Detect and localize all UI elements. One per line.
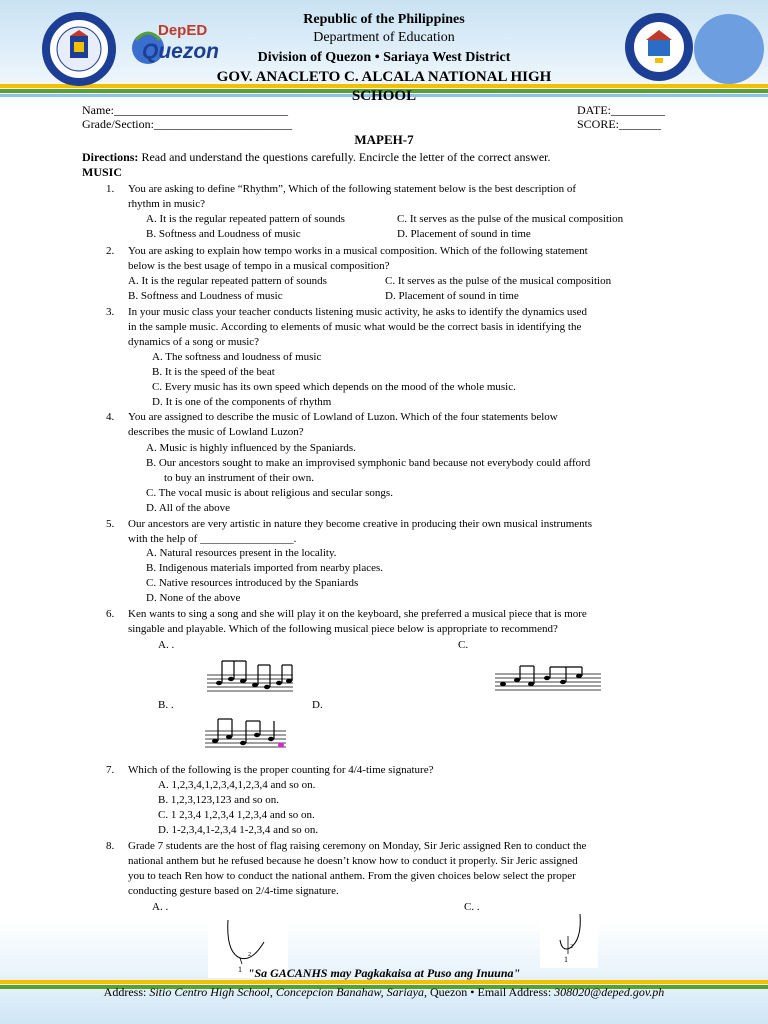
q2-number: 2.: [106, 245, 115, 257]
q6-number: 6.: [106, 608, 115, 620]
q5-option-a: A. Natural resources present in the locality.: [146, 547, 337, 559]
header-division: Division of Quezon • Sariaya West District: [257, 50, 511, 65]
q4-option-b-2: to buy an instrument of their own.: [164, 472, 315, 484]
footer-motto: "Sa GACANHS may Pagkakaisa at Puso ang Inuuna": [247, 966, 521, 980]
q8-gesture-c-image: [540, 910, 598, 968]
q6-option-c: C.: [458, 639, 469, 651]
q4-option-b-1: B. Our ancestors sought to make an improvised symphonic band because not everybody could afford: [146, 457, 591, 469]
exam-title: MAPEH-7: [354, 132, 414, 147]
q1-option-b: B. Softness and Loudness of music: [146, 228, 301, 240]
deped-logo-text: DepED: [158, 22, 208, 39]
q7-option-b: B. 1,2,3,123,123 and so on.: [158, 794, 279, 806]
q7-option-c: C. 1 2,3,4 1,2,3,4 1,2,3,4 and so on.: [158, 809, 315, 821]
footer-address-location: Sitio Centro High School, Concepcion Banahaw, Sariaya,: [149, 985, 427, 999]
q4-number: 4.: [106, 411, 115, 423]
q2-option-c: C. It serves as the pulse of the musical composition: [385, 275, 612, 287]
header-school-name-2: SCHOOL: [351, 88, 417, 104]
q3-option-c: C. Every music has its own speed which depends on the mood of the whole music.: [152, 381, 516, 393]
q1-option-d: D. Placement of sound in time: [397, 228, 531, 240]
q8-option-a: A. .: [152, 901, 169, 913]
directions: [82, 150, 551, 165]
q2-option-b: B. Softness and Loudness of music: [128, 290, 283, 302]
q5-text-2: with the help of _________________.: [128, 533, 297, 545]
q3-option-a: A. The softness and loudness of music: [152, 351, 322, 363]
q8-text-2: national anthem but he refused because he doesn’t know how to conduct it properly. Sir Jeric assigned: [128, 855, 578, 867]
q8-text-1: Grade 7 students are the host of flag raising ceremony on Monday, Sir Jeric assigned Ren to conduct the: [128, 840, 587, 852]
q2-text-2: below is the best usage of tempo in a musical composition?: [128, 260, 390, 272]
q6-option-a: A. .: [158, 639, 175, 651]
header-republic: Republic of the Philippines: [303, 12, 465, 27]
q6-text-1: Ken wants to sing a song and she will play it on the keyboard, she preferred a musical piece that is more: [128, 608, 587, 620]
footer-email: 308020@deped.gov.ph: [554, 985, 665, 999]
school-seal-logo: [624, 12, 694, 82]
q1-option-c: C. It serves as the pulse of the musical composition: [397, 213, 624, 225]
q1-text-1: You are asking to define “Rhythm”, Which of the following statement below is the best description of: [128, 183, 577, 195]
section-music: MUSIC: [82, 165, 123, 179]
svg-text:2: 2: [248, 952, 251, 958]
name-field: Name:_____________________________: [82, 103, 288, 117]
q3-option-b: B. It is the speed of the beat: [152, 366, 275, 378]
q1-option-a: A. It is the regular repeated pattern of sounds: [146, 213, 345, 225]
svg-text:2: 2: [570, 944, 573, 950]
q6-staff-c-image: [493, 664, 603, 692]
q7-number: 7.: [106, 764, 115, 776]
q1-text-2: rhythm in music?: [128, 198, 205, 210]
q5-text-1: Our ancestors are very artistic in nature they become creative in producing their own musical instruments: [128, 518, 592, 530]
q5-option-c: C. Native resources introduced by the Spaniards: [146, 577, 359, 589]
q8-option-c: C. .: [464, 901, 480, 913]
q3-text-1: In your music class your teacher conducts listening music activity, he asks to identify the dynamics used: [128, 306, 588, 318]
q6-option-b: B. .: [158, 699, 174, 711]
q4-text-1: You are assigned to describe the music of Lowland of Luzon. Which of the four statements below: [128, 411, 558, 423]
directions-label: Directions:: [82, 150, 139, 164]
grade-section-field: Grade/Section:_______________________: [82, 117, 292, 131]
q4-option-c: C. The vocal music is about religious and secular songs.: [146, 487, 393, 499]
q3-number: 3.: [106, 306, 115, 318]
deped-seal-logo: [42, 12, 116, 86]
header-department: Department of Education: [313, 30, 455, 45]
directions-text: Read and understand the questions carefully. Encircle the letter of the correct answer.: [138, 150, 551, 164]
q2-option-d: D. Placement of sound in time: [385, 290, 519, 302]
blue-circle-logo: [694, 14, 764, 84]
svg-text:1: 1: [564, 955, 568, 964]
q7-option-a: A. 1,2,3,4,1,2,3,4,1,2,3,4 and so on.: [158, 779, 316, 791]
q5-option-d: D. None of the above: [146, 592, 241, 604]
header-school-name: GOV. ANACLETO C. ALCALA NATIONAL HIGH: [216, 69, 552, 85]
q2-text-1: You are asking to explain how tempo works in a musical composition. Which of the following statement: [128, 245, 588, 257]
q6-text-2: singable and playable. Which of the following musical piece below is appropriate to recommend?: [128, 623, 558, 635]
q6-option-d: D.: [312, 699, 323, 711]
q4-text-2: describes the music of Lowland Luzon?: [128, 426, 304, 438]
footer-address: [0, 985, 768, 1000]
q8-text-4: conducting gesture based on 2/4-time signature.: [128, 885, 339, 897]
date-field: DATE:_________: [577, 103, 665, 117]
q3-text-2: in the sample music. According to elements of music what would be the correct basis in identifying the: [128, 321, 582, 333]
q6-staff-a-image: [205, 655, 295, 695]
q7-text-1: Which of the following is the proper counting for 4/4-time signature?: [128, 764, 434, 776]
q8-text-3: you to teach Ren how to conduct the national anthem. From the given choices below select the proper: [128, 870, 576, 882]
q6-staff-b-image: [203, 715, 288, 751]
footer-address-mid: Quezon • Email Address:: [426, 985, 555, 999]
q5-number: 5.: [106, 518, 115, 530]
q3-text-3: dynamics of a song or music?: [128, 336, 260, 348]
quezon-logo-text: Quezon: [142, 40, 219, 63]
q8-number: 8.: [106, 840, 115, 852]
footer-address-label: Address:: [103, 985, 150, 999]
svg-text:1: 1: [238, 965, 242, 974]
q5-option-b: B. Indigenous materials imported from nearby places.: [146, 562, 384, 574]
q1-number: 1.: [106, 183, 115, 195]
q7-option-d: D. 1-2,3,4,1-2,3,4 1-2,3,4 and so on.: [158, 824, 319, 836]
score-field: SCORE:_______: [577, 117, 662, 131]
q2-option-a: A. It is the regular repeated pattern of sounds: [128, 275, 327, 287]
q3-option-d: D. It is one of the components of rhythm: [152, 396, 332, 408]
q4-option-d: D. All of the above: [146, 502, 231, 514]
q4-option-a: A. Music is highly influenced by the Spaniards.: [146, 442, 356, 454]
